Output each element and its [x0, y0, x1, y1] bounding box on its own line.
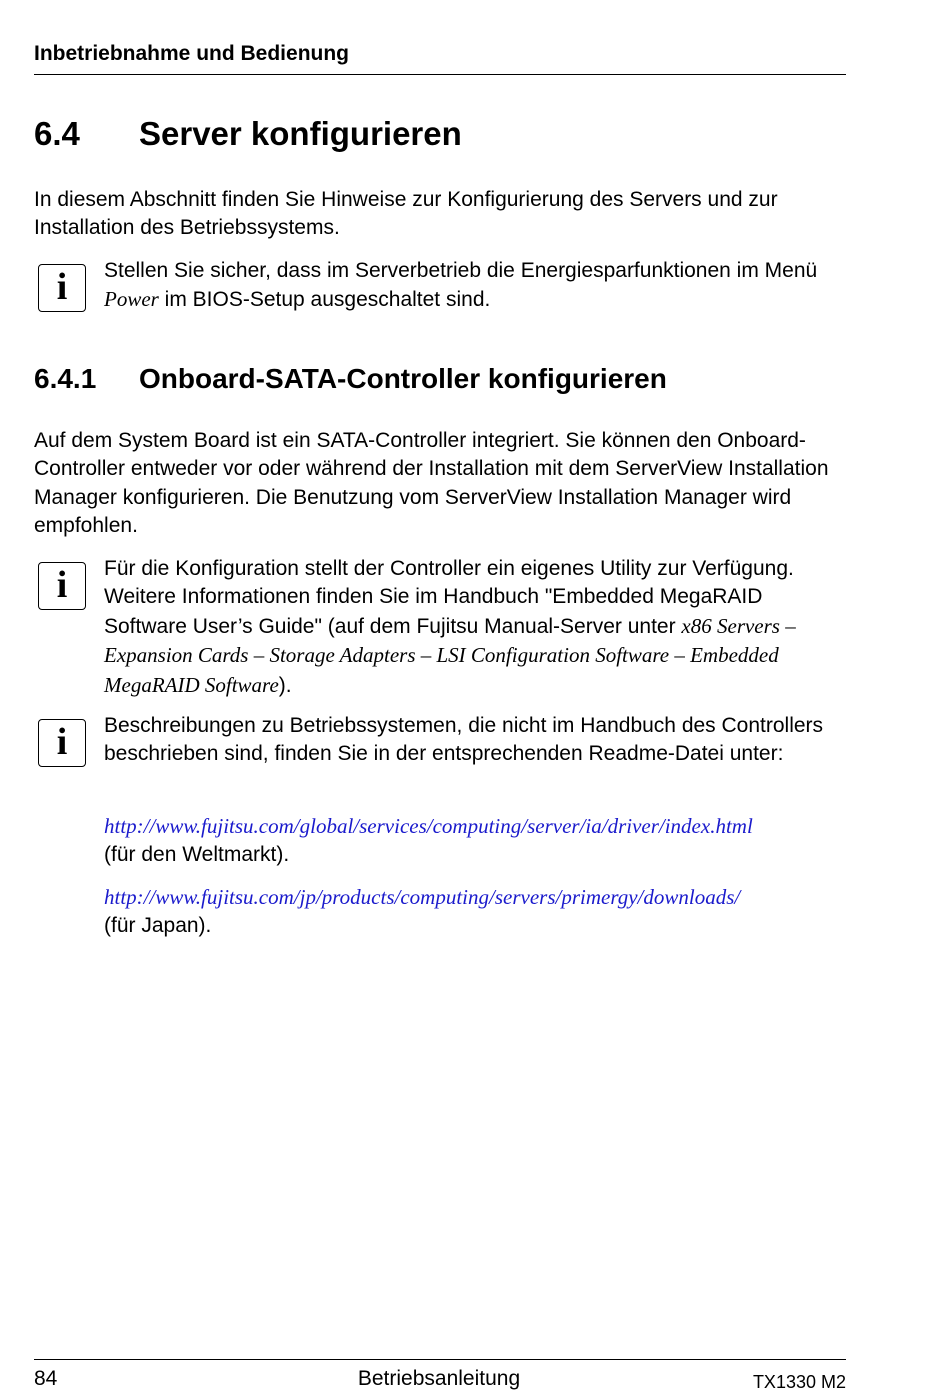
intro-paragraph: In diesem Abschnitt finden Sie Hinweise zur Konfigurierung des Servers und zur Installation des Betriebssystems. — [34, 188, 778, 240]
section-number: 6.4 — [34, 115, 80, 152]
subsection-number: 6.4.1 — [34, 363, 97, 394]
manual-path: x86 Servers – Expansion Cards – Storage Adapters – LSI Configuration Software – Embedded MegaRAID Software — [104, 613, 796, 697]
footer-model: TX1330 M2 — [752, 1372, 846, 1392]
running-header: Inbetriebnahme und Bedienung — [34, 42, 350, 65]
link-worldwide-note: (für den Weltmarkt). — [104, 843, 290, 867]
footer-rule — [34, 1359, 846, 1360]
note-controller-utility: Für die Konfiguration stellt der Controller ein eigenes Utility zur Verfügung. Weitere Informationen finden Sie im Handbuch "Embedded MegaRAID Software User’s Guide" (auf dem Fujitsu Manual-Server unter x86 Servers – Expansion Cards – Storage Adapters – LSI Configuration Software – Embedded MegaRAID Software). — [104, 557, 796, 697]
link-japan[interactable]: http://www.fujitsu.com/jp/products/computing/servers/primergy/downloads/ — [104, 885, 741, 909]
header-rule — [34, 74, 846, 75]
info-icon: i — [38, 264, 86, 312]
link-block-japan — [104, 883, 849, 941]
footer-title: Betriebsanleitung — [357, 1367, 521, 1390]
link-block-worldwide — [104, 812, 849, 870]
section-title: Server konfigurieren — [139, 115, 462, 152]
note-readme: Beschreibungen zu Betriebssystemen, die nicht im Handbuch des Controllers beschrieben sind, finden Sie in der entsprechenden Readme-Datei unter: — [104, 714, 824, 766]
body-paragraph: Auf dem System Board ist ein SATA-Controller integriert. Sie können den Onboard-Controller entweder vor oder während der Installation mit dem ServerView Installation Manager konfigurieren. Die Benutzung vom ServerView Installation Manager wird empfohlen. — [34, 429, 829, 538]
info-icon: i — [38, 562, 86, 610]
link-worldwide[interactable]: http://www.fujitsu.com/global/services/computing/server/ia/driver/index.html — [104, 814, 753, 838]
info-icon: i — [38, 719, 86, 767]
menu-name: Power — [104, 287, 159, 312]
page-number: 84 — [34, 1367, 58, 1390]
note-power-settings: Stellen Sie sicher, dass im Serverbetrieb die Energiesparfunktionen im Menü Power im BIOS-Setup ausgeschaltet sind. — [104, 259, 818, 312]
link-japan-note: (für Japan). — [104, 914, 212, 938]
subsection-title: Onboard-SATA-Controller konfigurieren — [139, 363, 667, 394]
